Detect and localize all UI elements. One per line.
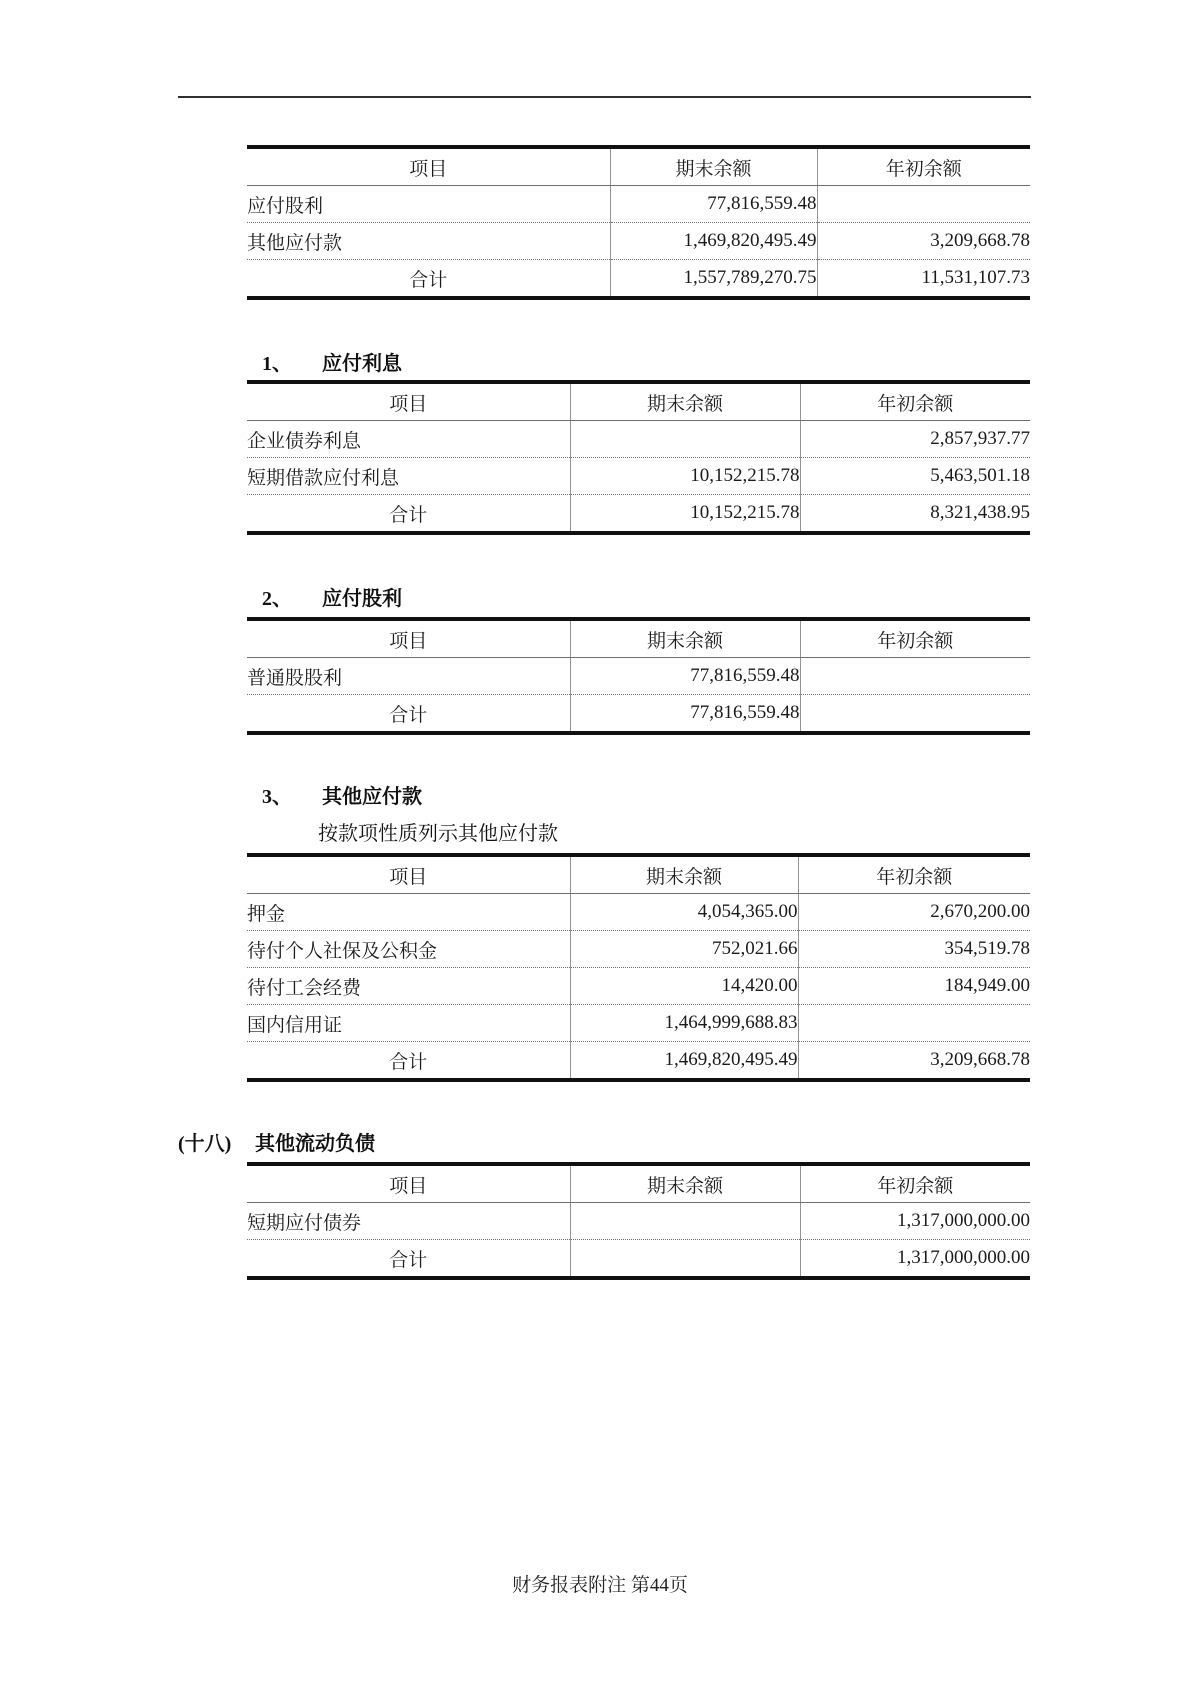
col-header-beginning-balance: 年初余额 bbox=[800, 619, 1030, 658]
cell-item: 短期借款应付利息 bbox=[247, 458, 570, 495]
cell-ending-balance bbox=[570, 421, 800, 458]
col-header-item: 项目 bbox=[247, 382, 570, 421]
table-row bbox=[247, 931, 1030, 968]
table-header-row bbox=[247, 1164, 1030, 1203]
table-row bbox=[247, 1203, 1030, 1240]
cell-item: 国内信用证 bbox=[247, 1005, 570, 1042]
cell-beginning-balance bbox=[800, 658, 1030, 695]
cell-ending-balance: 77,816,559.48 bbox=[570, 658, 800, 695]
cell-item: 合计 bbox=[409, 269, 448, 291]
section-title: 其他应付款 bbox=[322, 786, 422, 808]
cell-item: 合计 bbox=[389, 504, 428, 526]
section-heading-interest-payable bbox=[262, 352, 402, 376]
col-header-beginning-balance: 年初余额 bbox=[798, 855, 1030, 894]
col-header-ending-balance: 期末余额 bbox=[570, 855, 798, 894]
section-heading-dividends-payable bbox=[262, 587, 402, 611]
page-header-rule bbox=[178, 96, 1031, 98]
page-footer: 财务报表附注 第44页 bbox=[512, 1575, 688, 1596]
table-other-payables-by-nature bbox=[247, 853, 1030, 1082]
table-row bbox=[247, 421, 1030, 458]
table-row bbox=[247, 458, 1030, 495]
section-subtitle-other-payables: 按款项性质列示其他应付款 bbox=[318, 823, 558, 845]
table-interest-payable bbox=[247, 380, 1030, 535]
table-other-current-liabilities bbox=[247, 1162, 1030, 1280]
table-dividends-payable bbox=[247, 617, 1030, 735]
cell-ending-balance bbox=[570, 1203, 800, 1240]
table-header-row bbox=[247, 147, 1030, 186]
cell-item: 短期应付债券 bbox=[247, 1203, 570, 1240]
cell-ending-balance: 10,152,215.78 bbox=[570, 495, 800, 534]
col-header-item: 项目 bbox=[247, 855, 570, 894]
table-total-row bbox=[247, 695, 1030, 734]
cell-ending-balance: 10,152,215.78 bbox=[570, 458, 800, 495]
table-total-row bbox=[247, 260, 1030, 299]
cell-ending-balance bbox=[570, 1240, 800, 1279]
section-heading-other-current-liabilities bbox=[178, 1132, 375, 1156]
cell-item: 待付工会经费 bbox=[247, 968, 570, 1005]
cell-item: 普通股股利 bbox=[247, 658, 570, 695]
section-title: 其他流动负债 bbox=[255, 1133, 375, 1155]
cell-item: 押金 bbox=[247, 894, 570, 931]
table-row bbox=[247, 1005, 1030, 1042]
cell-ending-balance: 77,816,559.48 bbox=[570, 695, 800, 734]
table-header-row bbox=[247, 619, 1030, 658]
cell-beginning-balance: 5,463,501.18 bbox=[800, 458, 1030, 495]
cell-beginning-balance: 2,857,937.77 bbox=[800, 421, 1030, 458]
cell-beginning-balance bbox=[798, 1005, 1030, 1042]
cell-item: 合计 bbox=[389, 704, 428, 726]
cell-beginning-balance: 11,531,107.73 bbox=[817, 260, 1030, 299]
cell-item: 待付个人社保及公积金 bbox=[247, 931, 570, 968]
col-header-item: 项目 bbox=[247, 147, 610, 186]
cell-item: 合计 bbox=[389, 1051, 428, 1073]
col-header-item: 项目 bbox=[247, 619, 570, 658]
table-row bbox=[247, 186, 1030, 223]
cell-beginning-balance: 1,317,000,000.00 bbox=[800, 1203, 1030, 1240]
cell-ending-balance: 1,557,789,270.75 bbox=[610, 260, 817, 299]
section-title: 应付股利 bbox=[322, 588, 402, 610]
col-header-ending-balance: 期末余额 bbox=[570, 1164, 800, 1203]
cell-beginning-balance: 8,321,438.95 bbox=[800, 495, 1030, 534]
cell-ending-balance: 14,420.00 bbox=[570, 968, 798, 1005]
cell-item: 企业债券利息 bbox=[247, 421, 570, 458]
cell-beginning-balance: 3,209,668.78 bbox=[817, 223, 1030, 260]
section-number: 1、 bbox=[262, 353, 292, 375]
cell-ending-balance: 1,469,820,495.49 bbox=[570, 1042, 798, 1081]
table-header-row bbox=[247, 382, 1030, 421]
cell-item: 应付股利 bbox=[247, 186, 610, 223]
cell-beginning-balance: 1,317,000,000.00 bbox=[800, 1240, 1030, 1279]
table-total-row bbox=[247, 495, 1030, 534]
col-header-ending-balance: 期末余额 bbox=[610, 147, 817, 186]
col-header-beginning-balance: 年初余额 bbox=[817, 147, 1030, 186]
col-header-item: 项目 bbox=[247, 1164, 570, 1203]
cell-beginning-balance: 184,949.00 bbox=[798, 968, 1030, 1005]
cell-ending-balance: 752,021.66 bbox=[570, 931, 798, 968]
cell-ending-balance: 77,816,559.48 bbox=[610, 186, 817, 223]
col-header-beginning-balance: 年初余额 bbox=[800, 382, 1030, 421]
cell-item: 合计 bbox=[389, 1249, 428, 1271]
table-payables-summary bbox=[247, 145, 1030, 300]
table-row bbox=[247, 968, 1030, 1005]
cell-beginning-balance: 2,670,200.00 bbox=[798, 894, 1030, 931]
cell-ending-balance: 4,054,365.00 bbox=[570, 894, 798, 931]
table-total-row bbox=[247, 1042, 1030, 1081]
section-number: (十八) bbox=[178, 1133, 232, 1155]
col-header-ending-balance: 期末余额 bbox=[570, 619, 800, 658]
table-row bbox=[247, 223, 1030, 260]
table-row bbox=[247, 658, 1030, 695]
table-total-row bbox=[247, 1240, 1030, 1279]
section-title: 应付利息 bbox=[322, 353, 402, 375]
col-header-ending-balance: 期末余额 bbox=[570, 382, 800, 421]
section-number: 2、 bbox=[262, 588, 292, 610]
table-row bbox=[247, 894, 1030, 931]
col-header-beginning-balance: 年初余额 bbox=[800, 1164, 1030, 1203]
cell-ending-balance: 1,469,820,495.49 bbox=[610, 223, 817, 260]
cell-item: 其他应付款 bbox=[247, 223, 610, 260]
section-number: 3、 bbox=[262, 786, 292, 808]
cell-beginning-balance: 3,209,668.78 bbox=[798, 1042, 1030, 1081]
cell-beginning-balance: 354,519.78 bbox=[798, 931, 1030, 968]
section-heading-other-payables bbox=[262, 785, 422, 809]
table-header-row bbox=[247, 855, 1030, 894]
cell-ending-balance: 1,464,999,688.83 bbox=[570, 1005, 798, 1042]
cell-beginning-balance bbox=[800, 695, 1030, 734]
cell-beginning-balance bbox=[817, 186, 1030, 223]
